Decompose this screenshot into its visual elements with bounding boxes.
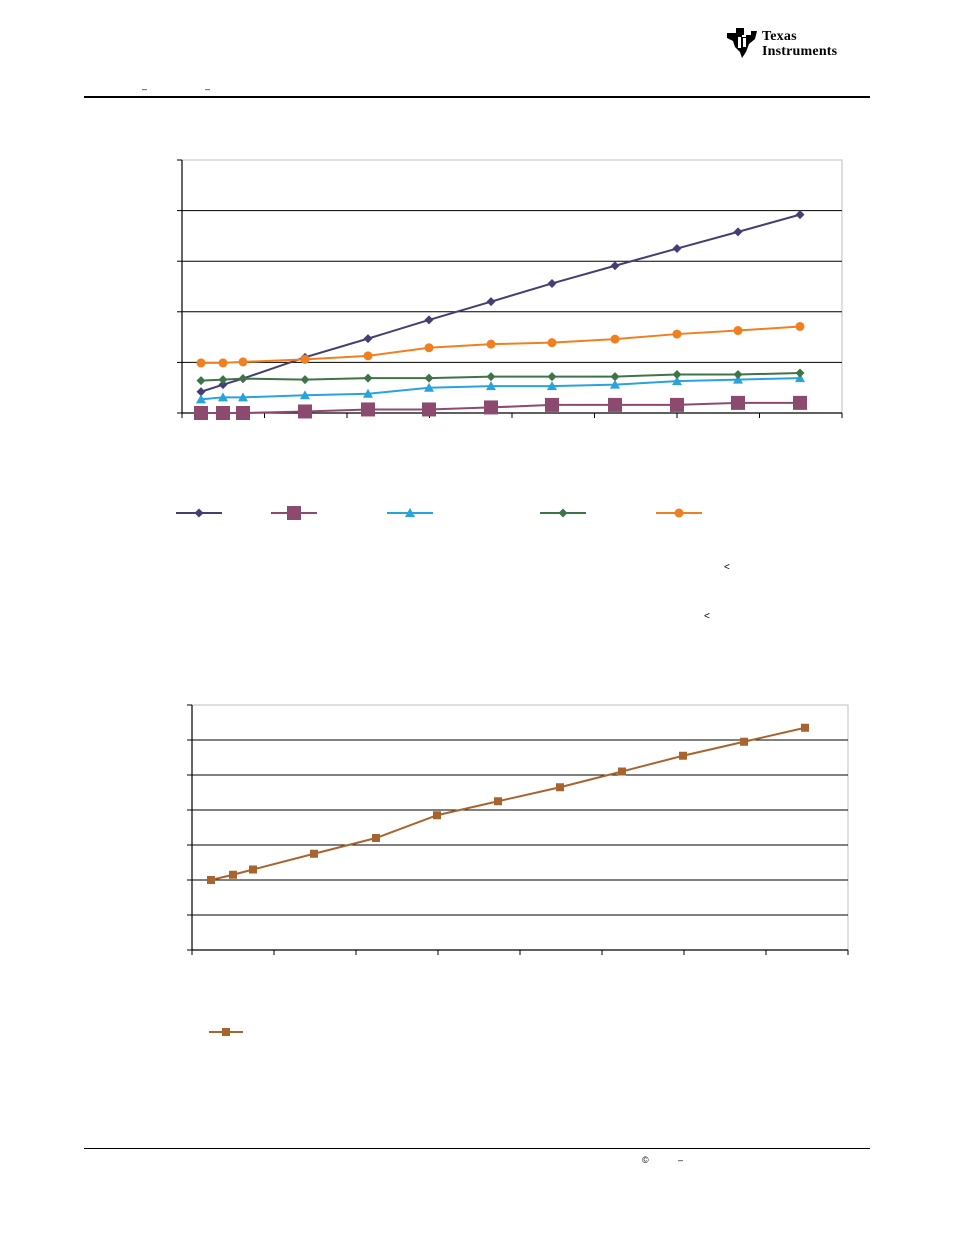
series-line-1 <box>211 728 805 880</box>
data-point-s1-2 <box>229 871 237 879</box>
plot-frame <box>192 705 848 950</box>
body-mark-2: < <box>704 611 710 622</box>
data-point-s1-5 <box>372 834 380 842</box>
copyright-mark: © <box>642 1155 649 1165</box>
legend-marker-1 <box>222 1028 230 1036</box>
data-point-s1-6 <box>433 811 441 819</box>
data-point-s1-7 <box>494 797 502 805</box>
data-point-s1-3 <box>249 866 257 874</box>
header-mark-2: – <box>205 84 211 94</box>
data-point-s1-8 <box>556 783 564 791</box>
footer-rule <box>84 1148 870 1149</box>
data-point-s1-11 <box>740 738 748 746</box>
data-point-s1-10 <box>679 752 687 760</box>
brand-line-1: Texas <box>762 29 797 44</box>
data-point-s1-12 <box>801 724 809 732</box>
brand-line-2: Instruments <box>762 44 838 59</box>
header-mark-1: – <box>142 84 148 94</box>
footer-dash: – <box>678 1155 684 1165</box>
data-point-s1-1 <box>207 876 215 884</box>
body-mark-1: < <box>724 562 730 573</box>
data-point-s1-4 <box>310 850 318 858</box>
data-point-s1-9 <box>618 768 626 776</box>
